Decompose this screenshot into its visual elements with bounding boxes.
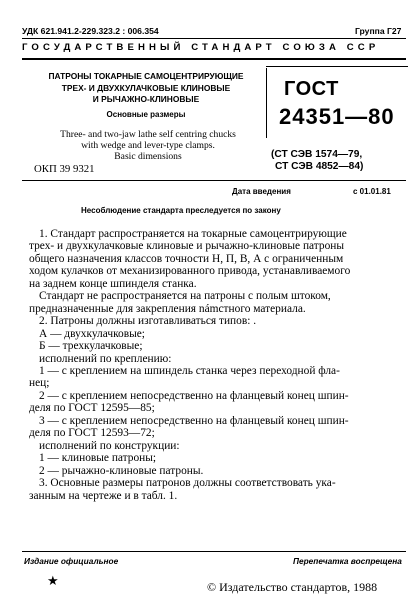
st-sev-references: [271, 149, 363, 173]
body-line: нец;: [29, 377, 50, 390]
standard-banner: ГОСУДАРСТВЕННЫЙ СТАНДАРТ СОЮЗА ССР: [22, 42, 380, 53]
body-line: ходом кулачков от механизированного привода, устанавливаемого: [29, 265, 351, 278]
body-line: 3 — с креплением непосредственно на фланцевый конец шпин-: [39, 414, 349, 427]
english-title-line: Basic dimensions: [114, 151, 182, 162]
st-sev-line: СТ СЭВ 4852—84): [275, 161, 364, 172]
copyright-notice: © Издательство стандартов, 1988: [207, 580, 378, 594]
law-notice: Несоблюдение стандарта преследуется по закону: [81, 206, 281, 215]
body-line: Б — трехкулачковые;: [39, 340, 143, 353]
udk-code: УДК 621.941.2-229.323.2 : 006.354: [22, 26, 159, 36]
header-rule-bottom: [22, 58, 406, 60]
body-line: 2 — рычажно-клиновые патроны.: [39, 464, 204, 477]
body-line: 2 — с креплением непосредственно на фланцевый конец шпин-: [39, 389, 349, 402]
footer-rule: [22, 551, 406, 552]
body-line: 2. Патроны должны изготавливаться типов: .: [39, 315, 257, 328]
russian-title: [28, 71, 264, 106]
body-line: 1 — клиновые патроны;: [39, 452, 157, 465]
body-line: исполнений по креплению:: [39, 352, 172, 365]
body-line: 1. Стандарт распространяется на токарные самоцентрирующие: [39, 228, 347, 240]
body-line: трех- и двухкулачковые клиновые и рычажно-клиновые патроны: [29, 240, 345, 253]
date-value: с 01.01.81: [353, 187, 391, 196]
russian-title-line: И РЫЧАЖНО-КЛИНОВЫЕ: [92, 94, 200, 104]
header-rule-top: [22, 38, 406, 39]
star-icon: ★: [47, 573, 59, 588]
date-label: Дата введения: [232, 187, 291, 196]
english-title-line: Three- and two-jaw lathe self centring chucks: [60, 129, 236, 140]
russian-title-line: ТРЕХ- И ДВУХКУЛАЧКОВЫЕ КЛИНОВЫЕ: [61, 82, 231, 93]
gost-box-divider: [266, 68, 267, 138]
okp-code: ОКП 39 9321: [34, 163, 95, 175]
body-line: Стандарт не распространяется на патроны с полым штоком,: [39, 290, 331, 303]
st-sev-line: (СТ СЭВ 1574—79,: [271, 149, 363, 160]
gost-label: ГОСТ: [284, 78, 339, 100]
russian-subtitle: Основные размеры: [106, 110, 186, 119]
body-line: деля по ГОСТ 12593—72;: [29, 427, 155, 440]
group-code: Группа Г27: [355, 26, 402, 36]
body-line: занным на чертеже и в табл. 1.: [29, 489, 178, 502]
body-line: деля по ГОСТ 12595—85;: [29, 402, 155, 415]
title-block-bottom-rule: [22, 180, 406, 181]
body-line: предназначенные для закрепления námcтного материала.: [29, 302, 306, 315]
russian-title-line: ПАТРОНЫ ТОКАРНЫЕ САМОЦЕНТРИРУЮЩИЕ: [48, 71, 244, 81]
official-edition-label: Издание официальное: [24, 556, 119, 566]
body-line: 3. Основные размеры патронов должны соответствовать ука-: [39, 477, 336, 490]
english-title-line: with wedge and lever-type clamps.: [81, 140, 215, 151]
body-line: исполнений по конструкции:: [39, 439, 180, 452]
body-line: 1 — с креплением на шпиндель станка через переходной фла-: [39, 364, 340, 377]
gost-number: 24351—80: [279, 104, 395, 129]
body-line: на заднем конце шпинделя станка.: [29, 277, 197, 290]
standard-body: [29, 228, 401, 502]
gost-box-top-rule: [266, 66, 408, 67]
english-title: [30, 129, 266, 162]
body-line: А — двухкулачковые;: [39, 327, 145, 340]
body-line: общего назначения классов точности Н, П, В, А с ограниченным: [29, 252, 344, 265]
reprint-prohibited-label: Перепечатка воспрещена: [293, 556, 402, 566]
